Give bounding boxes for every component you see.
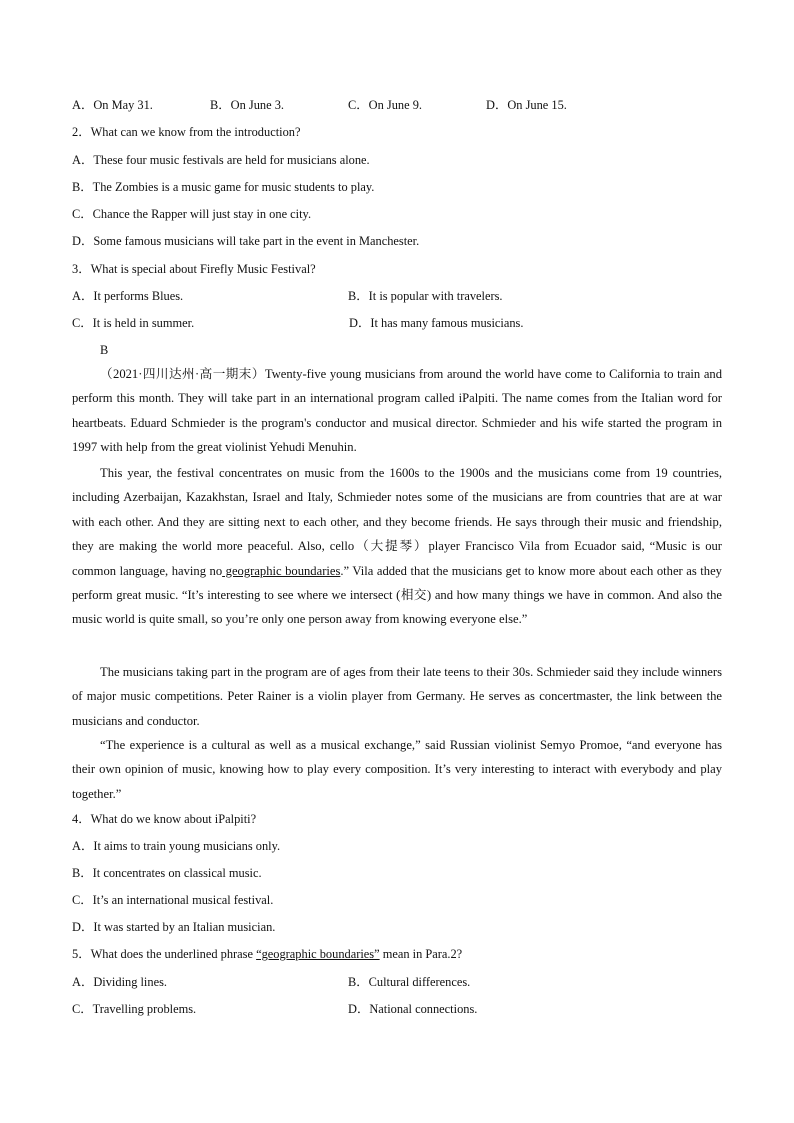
q2-option-a: A．These four music festivals are held for musicians alone.: [72, 153, 370, 167]
q1-options: [72, 97, 722, 113]
q4-option-d: D．It was started by an Italian musician.: [72, 920, 276, 934]
q4-question: 4．What do we know about iPalpiti?: [72, 812, 257, 826]
q5-option-c: C．Travelling problems.: [72, 1002, 197, 1016]
q5-option-a: A．Dividing lines.: [72, 975, 167, 989]
q5-question-end: mean in Para.2?: [379, 947, 463, 961]
passage-source: （2021·四川达州·高一期末）: [100, 367, 265, 381]
q3-options-row2: [72, 315, 722, 331]
q1-option-d: D．On June 15.: [486, 98, 567, 112]
q4-option-a: A．It aims to train young musicians only.: [72, 839, 281, 853]
q4-option-b: B．It concentrates on classical music.: [72, 866, 262, 880]
paragraph-4-text: “The experience is a cultural as well as a musical exchange,” said Russian violinist Semyo Promoe, “and everyone has their own opinion of music, knowing how to play every composition. It’s very interesting to interact with everybody and play together.”: [72, 738, 722, 801]
paragraph-2-text-start: This year, the festival concentrates on music from the 1600s to the 1900s and the musicians come from 19 countries, including Azerbaijan, Kazakhstan, Israel and Italy, Schmieder notes some of the musicians are from countries that are at war with each other. And they are sitting next to each other, and they become friends. He says through their music and friendship, they are making the world more peaceful. Also, cello（大提琴）player Francisco Vila from Ecuador said, “Music is our common language, having no: [72, 466, 722, 578]
paragraph-3-text: The musicians taking part in the program are of ages from their late teens to their 30s. Schmieder said they include winners of major music competitions. Peter Rainer is a violin player from Germany. He serves as concertmaster, the link between the musicians and conductor.: [72, 665, 722, 728]
q5-question: [72, 946, 462, 962]
underlined-phrase: geographic boundaries: [222, 563, 341, 578]
q1-option-c: C．On June 9.: [348, 98, 422, 112]
paragraph-1-text: Twenty-five young musicians from around the world have come to California to train and perform this month. They will take part in an international program called iPalpiti. The name comes from the Italian word for heartbeats. Eduard Schmieder is the program's conductor and musical director. Schmieder and his wife started the program in 1997 with help from the great violinist Yehudi Menuhin.: [72, 367, 722, 455]
passage-paragraph-2: [72, 461, 722, 632]
q3-option-a: A．It performs Blues.: [72, 289, 184, 303]
q5-question-start: 5．What does the underlined phrase: [72, 947, 257, 961]
q2-question: 2．What can we know from the introduction?: [72, 125, 301, 139]
q2-option-d: D．Some famous musicians will take part in the event in Manchester.: [72, 234, 420, 248]
q2-option-b: B．The Zombies is a music game for music students to play.: [72, 180, 375, 194]
q2-option-c: C．Chance the Rapper will just stay in one city.: [72, 207, 312, 221]
passage-paragraph-3: [72, 660, 722, 733]
passage-paragraph-4: [72, 733, 722, 806]
paragraph-2-text-end: .” Vila added that the musicians get to know more about each other as they perform great music. “It’s interesting to see where we intersect (相交) and how many things we have in common. And also the music world is quite small, so you’re only one person away from knowing everyone else.”: [72, 563, 722, 627]
q3-options-row1: [72, 288, 722, 304]
q5-underlined-phrase: “geographic boundaries”: [256, 947, 380, 961]
q5-option-b: B．Cultural differences.: [348, 975, 471, 989]
q5-option-d: D．National connections.: [348, 1002, 478, 1016]
section-label: B: [100, 343, 109, 357]
passage-paragraph-1: [72, 362, 722, 460]
q3-option-b: B．It is popular with travelers.: [348, 289, 503, 303]
q5-options-row2: [72, 1001, 722, 1017]
q3-option-d: D．It has many famous musicians.: [349, 316, 524, 330]
q1-option-b: B．On June 3.: [210, 98, 284, 112]
q3-option-c: C．It is held in summer.: [72, 316, 195, 330]
q1-option-a: A．On May 31.: [72, 98, 153, 112]
q5-options-row1: [72, 974, 722, 990]
q3-question: 3．What is special about Firefly Music Festival?: [72, 262, 316, 276]
q4-option-c: C．It’s an international musical festival.: [72, 893, 274, 907]
